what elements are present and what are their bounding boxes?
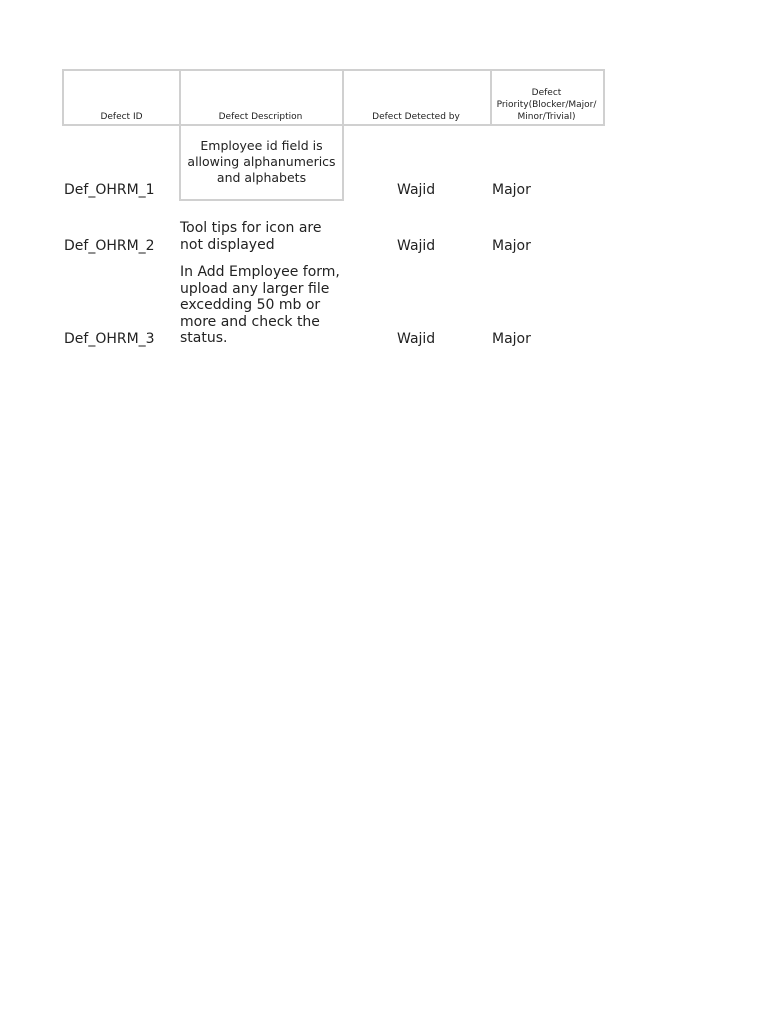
row-1-description-cell [179,124,344,201]
header-defect-id-label: Defect ID [100,112,143,122]
header-defect-priority-label [497,87,597,123]
row-2-defect-id: Def_OHRM_2 [64,238,155,254]
row-3-priority: Major [492,331,531,347]
header-defect-id [62,69,181,126]
header-defect-priority [490,69,605,126]
row-2-detected-by: Wajid [397,238,436,254]
header-defect-description-label: Defect Description [218,112,303,122]
row-1-defect-id: Def_OHRM_1 [64,182,155,198]
header-priority-line-2: Priority(Blocker/Major/ [496,100,597,110]
row-3-description: In Add Employee form, upload any larger file excedding 50 mb or more and check the status. [180,264,340,346]
header-priority-line-3: Minor/Trivial) [517,112,576,122]
header-defect-detected-by-label: Defect Detected by [372,112,460,122]
row-1-detected-by: Wajid [397,182,436,198]
header-defect-detected-by [342,69,492,126]
header-priority-line-1: Defect [531,88,562,98]
row-3-detected-by: Wajid [397,331,436,347]
row-1-description: Employee id field is allowing alphanumerics and alphabets [187,138,336,185]
row-2-description: Tool tips for icon are not displayed [180,220,322,253]
row-3-defect-id: Def_OHRM_3 [64,331,155,347]
row-2-priority: Major [492,238,531,254]
header-defect-description [179,69,344,126]
row-1-priority: Major [492,182,531,198]
